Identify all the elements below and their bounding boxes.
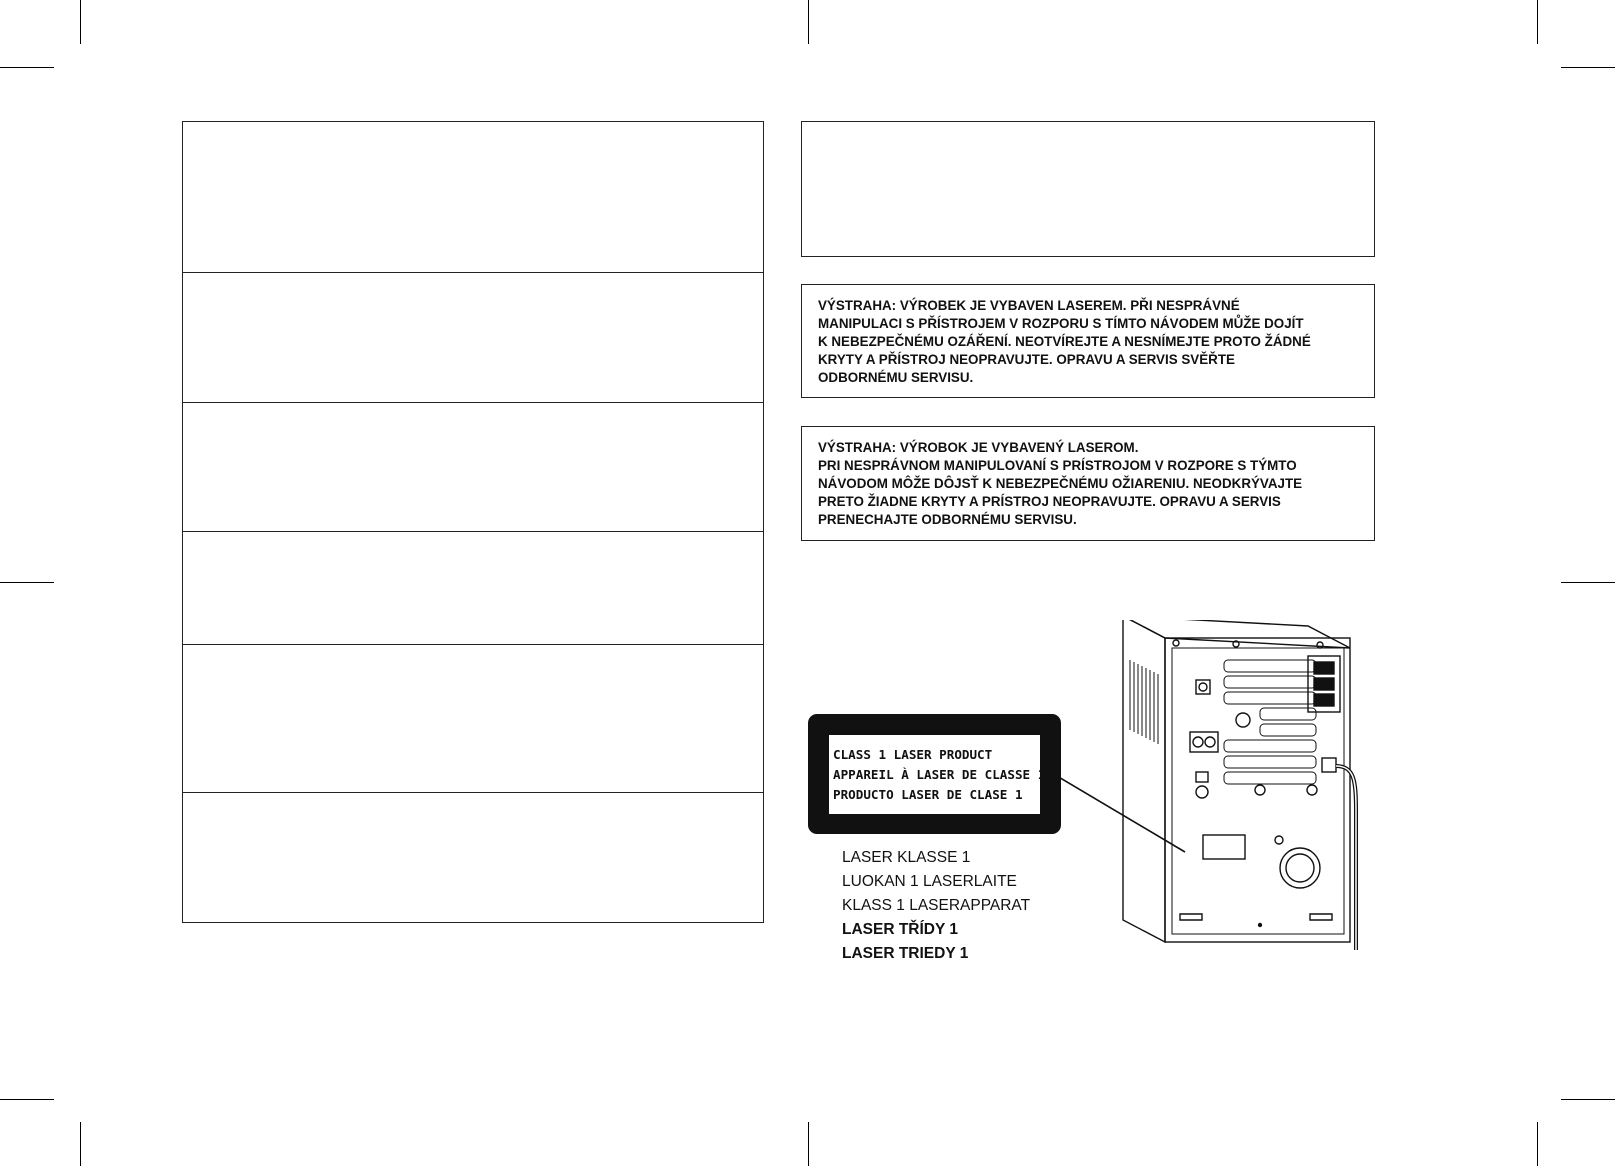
warning-line: PRETO ŽIADNE KRYTY A PRÍSTROJ NEOPRAVUJTE. OPRAVU A SERVIS — [818, 494, 1281, 509]
warning-line: VÝSTRAHA: VÝROBOK JE VYBAVENÝ LASEROM. — [818, 440, 1139, 455]
warning-line: K NEBEZPEČNÉMU OZÁŘENÍ. NEOTVÍREJTE A NESNÍMEJTE PROTO ŽÁDNÉ — [818, 334, 1311, 349]
empty-panel-3 — [182, 402, 764, 532]
warning-line: PRI NESPRÁVNOM MANIPULOVANÍ S PRÍSTROJOM V ROZPORE S TÝMTO — [818, 458, 1297, 473]
translation-item: LUOKAN 1 LASERLAITE — [842, 873, 1017, 890]
translation-item: KLASS 1 LASERAPPARAT — [842, 897, 1031, 914]
translation-item: LASER TŘÍDY 1 — [842, 921, 958, 938]
empty-panel-2 — [182, 272, 764, 403]
warning-line: KRYTY A PŘÍSTROJ NEOPRAVUJTE. OPRAVU A SERVIS SVĚŘTE — [818, 352, 1235, 367]
translation-item: LASER KLASSE 1 — [842, 849, 971, 866]
warning-czech — [801, 284, 1375, 398]
crop-mark — [0, 67, 54, 68]
crop-mark — [808, 0, 809, 44]
laser-label-text — [829, 735, 1046, 814]
empty-panel-6 — [182, 792, 764, 923]
laser-label-line: APPAREIL À LASER DE CLASSE 1 — [833, 767, 1046, 782]
crop-mark — [1537, 1122, 1538, 1166]
translation-item: LASER TRIEDY 1 — [842, 945, 969, 962]
crop-mark — [80, 1122, 81, 1166]
warning-slovak — [801, 426, 1375, 541]
stereo-rear-panel-icon — [1060, 620, 1380, 960]
warning-line: NÁVODOM MÔŽE DÔJSŤ K NEBEZPEČNÉMU OŽIARENIU. NEODKRÝVAJTE — [818, 476, 1303, 491]
crop-mark — [1537, 0, 1538, 44]
crop-mark — [1561, 67, 1615, 68]
warning-line: PRENECHAJTE ODBORNÉMU SERVISU. — [818, 512, 1077, 527]
crop-mark — [0, 582, 54, 583]
crop-mark — [808, 1122, 809, 1166]
crop-mark — [1561, 1099, 1615, 1100]
laser-class-label — [808, 714, 1061, 834]
warning-line: ODBORNÉMU SERVISU. — [818, 370, 974, 385]
empty-panel-right — [801, 121, 1375, 257]
empty-panel-4 — [182, 531, 764, 645]
warning-line: VÝSTRAHA: VÝROBEK JE VYBAVEN LASEREM. PŘI NESPRÁVNÉ — [818, 298, 1240, 313]
crop-mark — [80, 0, 81, 44]
laser-translations — [842, 846, 1030, 966]
empty-panel-1 — [182, 121, 764, 273]
empty-panel-5 — [182, 644, 764, 793]
laser-label-line: PRODUCTO LASER DE CLASE 1 — [833, 787, 1023, 802]
laser-label-line: CLASS 1 LASER PRODUCT — [833, 747, 993, 762]
crop-mark — [1561, 582, 1615, 583]
warning-line: MANIPULACI S PŘÍSTROJEM V ROZPORU S TÍMTO NÁVODEM MŮŽE DOJÍT — [818, 316, 1304, 331]
crop-mark — [0, 1099, 54, 1100]
